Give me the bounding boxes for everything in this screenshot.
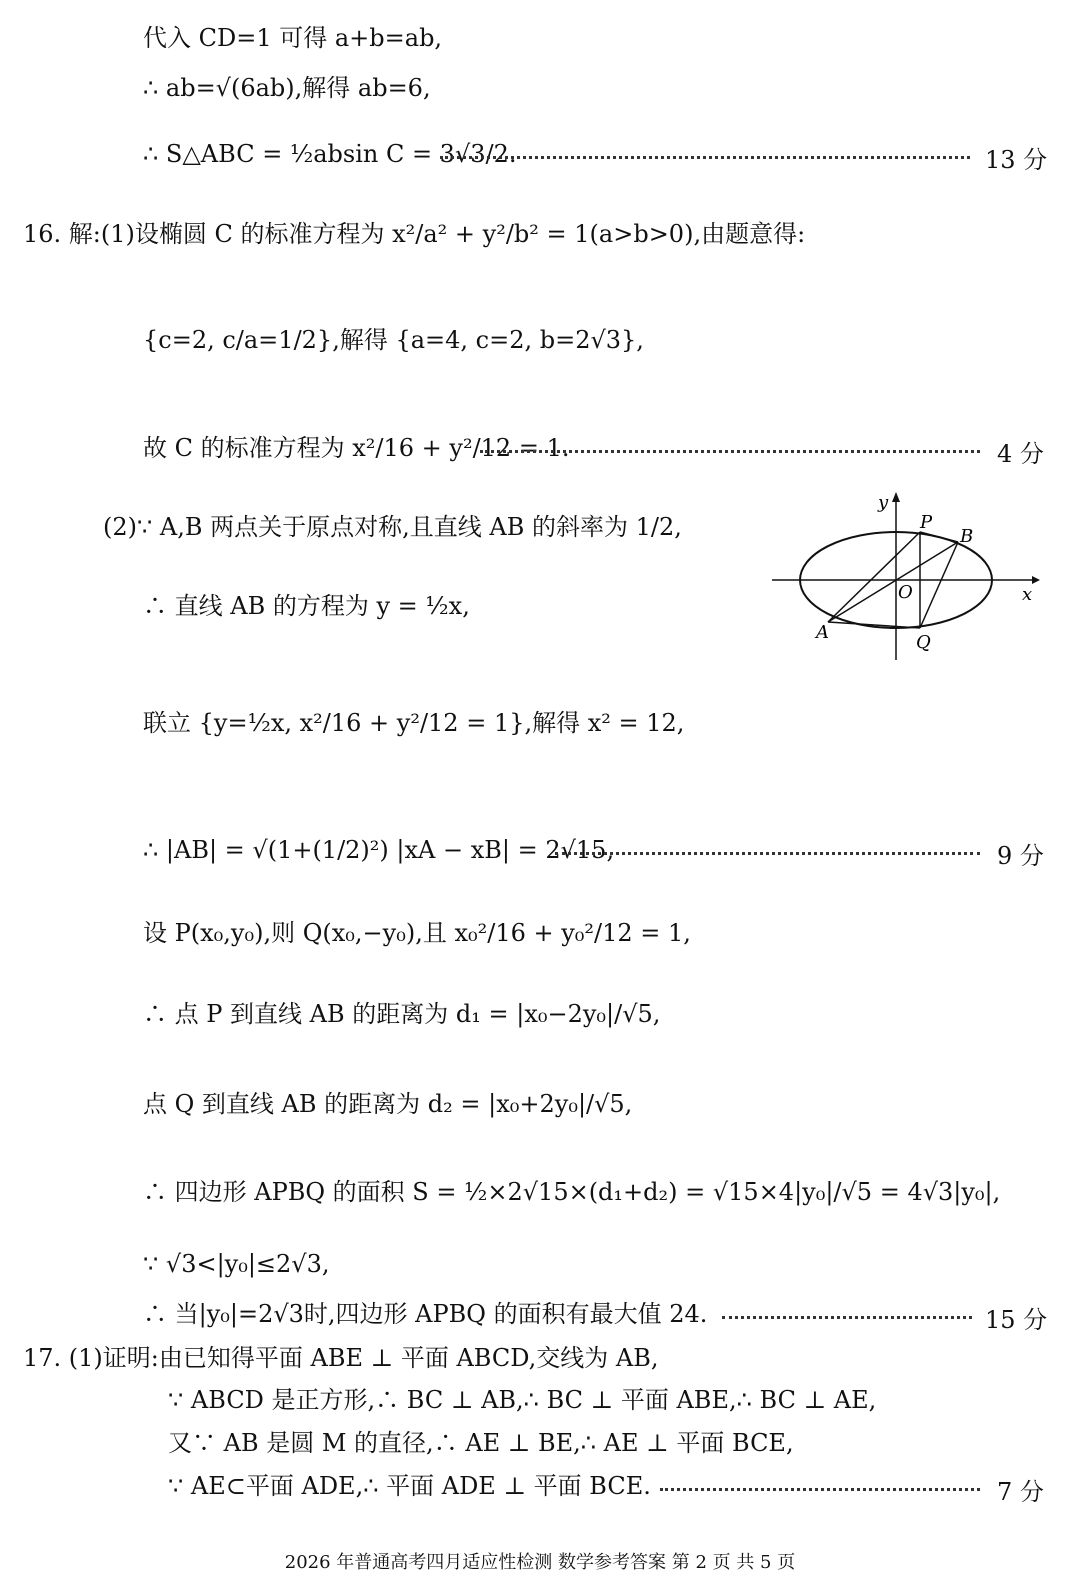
segment-qb [920, 542, 958, 628]
label-a: A [816, 622, 829, 643]
line-14: ∴ 四边形 APBQ 的面积 S = ½×2√15×(d₁+d₂) = √15×4|y₀|/√5 = 4√3|y₀|, [143, 1178, 1001, 1206]
score-9: 9 分 [997, 842, 1044, 870]
line-11: 设 P(x₀,y₀),则 Q(x₀,−y₀),且 x₀²/16 + y₀²/12 = 1, [143, 919, 691, 947]
line-19: 又∵ AB 是圆 M 的直径,∴ AE ⊥ BE,∴ AE ⊥ 平面 BCE, [168, 1429, 794, 1457]
page-footer: 2026 年普通高考四月适应性检测 数学参考答案 第 2 页 共 5 页 [284, 1552, 796, 1573]
y-axis-arrow [892, 492, 900, 502]
segment-pb [920, 532, 958, 542]
score-13: 13 分 [985, 146, 1048, 174]
line-9: 联立 {y=½x, x²/16 + y²/12 = 1},解得 x² = 12, [143, 709, 685, 737]
dot-leader-7 [660, 1488, 980, 1491]
line-18: ∵ ABCD 是正方形,∴ BC ⊥ AB,∴ BC ⊥ 平面 ABE,∴ BC ⊥ AE, [168, 1386, 877, 1414]
label-o: O [898, 582, 913, 603]
line-20: ∵ AE⊂平面 ADE,∴ 平面 ADE ⊥ 平面 BCE. [168, 1472, 651, 1500]
score-15: 15 分 [985, 1306, 1048, 1334]
dot-leader-9 [555, 852, 980, 855]
segment-ab [828, 542, 958, 622]
line-4: 16. 解:(1)设椭圆 C 的标准方程为 x²/a² + y²/b² = 1(a>b>0),由题意得: [23, 220, 806, 248]
line-13: 点 Q 到直线 AB 的距离为 d₂ = |x₀+2y₀|/√5, [143, 1090, 633, 1118]
label-y: y [878, 492, 889, 513]
dot-leader-13 [440, 156, 970, 159]
label-q: Q [916, 632, 931, 653]
line-2: ∴ ab=√(6ab),解得 ab=6, [143, 74, 431, 102]
line-16: ∴ 当|y₀|=2√3时,四边形 APBQ 的面积有最大值 24. [143, 1300, 708, 1328]
x-axis-arrow [1032, 576, 1040, 584]
score-4: 4 分 [997, 440, 1044, 468]
line-1: 代入 CD=1 可得 a+b=ab, [143, 24, 443, 52]
dot-leader-4 [480, 450, 980, 453]
line-6: 故 C 的标准方程为 x²/16 + y²/12 = 1. [143, 434, 570, 462]
label-b: B [960, 526, 974, 547]
line-5: {c=2, c/a=1/2},解得 {a=4, c=2, b=2√3}, [143, 326, 644, 354]
label-x: x [1022, 584, 1033, 605]
line-17: 17. (1)证明:由已知得平面 ABE ⊥ 平面 ABCD,交线为 AB, [23, 1344, 659, 1372]
line-10: ∴ |AB| = √(1+(1/2)²) |xA − xB| = 2√15, [143, 836, 615, 864]
line-12: ∴ 点 P 到直线 AB 的距离为 d₁ = |x₀−2y₀|/√5, [143, 1000, 661, 1028]
line-3: ∴ S△ABC = ½absin C = 3√3/2. [143, 140, 517, 168]
score-7: 7 分 [997, 1478, 1044, 1506]
ellipse-figure [760, 488, 1060, 668]
line-8: ∴ 直线 AB 的方程为 y = ½x, [143, 592, 470, 620]
line-7: (2)∵ A,B 两点关于原点对称,且直线 AB 的斜率为 1/2, [103, 513, 682, 541]
segment-ap [828, 532, 920, 622]
dot-leader-15 [722, 1316, 972, 1319]
line-15: ∵ √3<|y₀|≤2√3, [143, 1250, 330, 1278]
label-p: P [920, 512, 933, 533]
